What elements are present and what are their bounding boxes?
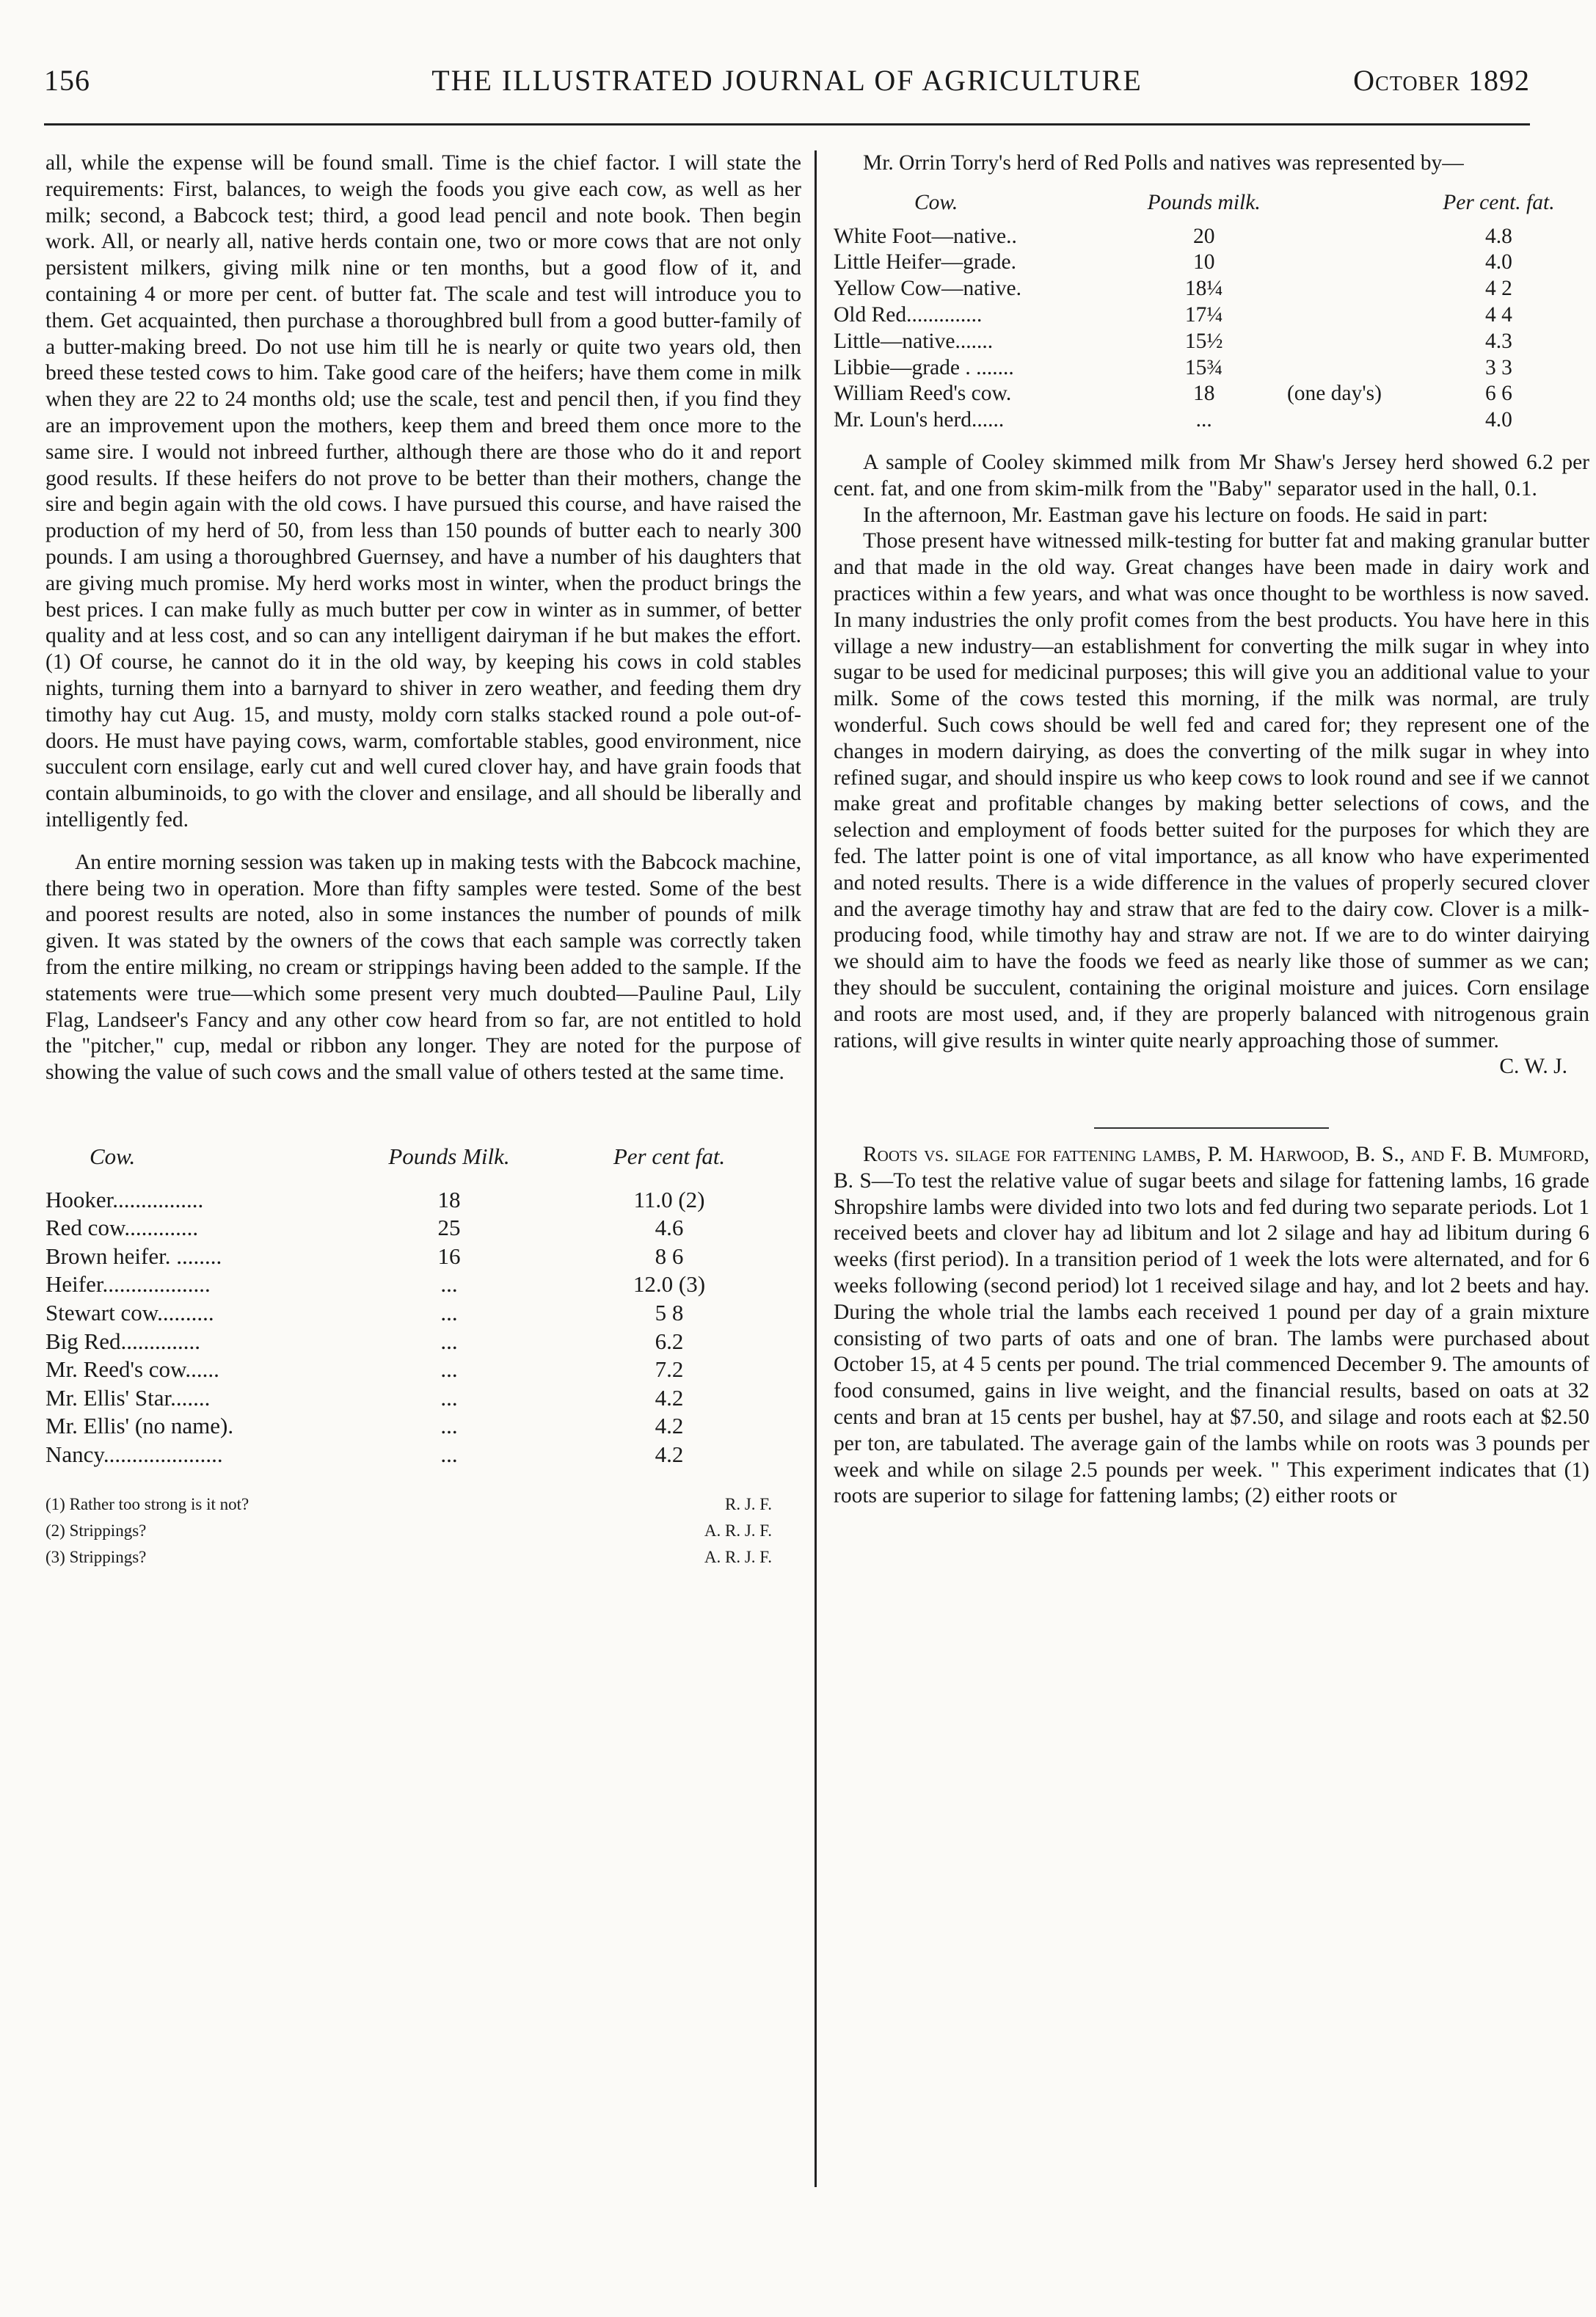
pounds-milk: 15½ (1184, 329, 1223, 353)
issue-date: October 1892 (1353, 64, 1530, 97)
fat-percent: 4.2 (655, 1413, 684, 1439)
babcock-test-table (45, 1143, 779, 1469)
right-column (834, 150, 1589, 1510)
pounds-milk: ... (440, 1271, 458, 1298)
pounds-milk: ... (440, 1356, 458, 1383)
pounds-milk: ... (440, 1441, 458, 1468)
table-row (45, 1243, 779, 1271)
table-row (45, 1214, 779, 1243)
article-body: —To test the relative value of sugar beets and silage for fattening lambs, 16 grade Shropshire lambs were divided into two lots and fed during two separate periods. Lot 1 received beets and clover hay ad libitum and lot 2 silage and hay ad libitum during 6 weeks (first period). In a transition period of 1 week the lots were alternated, and for 6 weeks following (second period) lot 1 received silage and hay, and lot 2 beets and hay. During the whole trial the lambs each received 1 pound per day of a grain mixture consisting of two parts of oats and one of bran. The lambs were purchased about October 15, at 4 5 cents per pound. The trial commenced December 9. The amounts of food consumed, gains in live weight, and the financial results, based on oats at 32 cents and bran at 15 cents per bushel, hay at $7.50, and silage and roots each at $2.50 per ton, are tabulated. The average gain of the lambs while on roots was 3 pounds per week and while on silage 2.5 pounds per week. " This experiment indicates that (1) roots are superior to silage for fattening lambs; (2) either roots or (834, 1168, 1589, 1508)
cow-name: Little—native....... (834, 329, 994, 353)
fat-percent: 11.0 (2) (633, 1186, 705, 1212)
table-row (45, 1384, 779, 1413)
roots-vs-silage-article (834, 1142, 1589, 1510)
footnote-initials: A. R. J. F. (704, 1521, 772, 1540)
cow-name: Mr. Ellis' Star....... (45, 1384, 211, 1411)
cow-name: Libbie—grade . ....... (834, 355, 1014, 379)
article-heading: Roots vs. silage for fattening lambs, P. M. Harwood, B. S., and F. B. Mumford, B. S (834, 1143, 1589, 1193)
remark (1287, 250, 1408, 276)
table-row (45, 1412, 779, 1441)
right-paragraph-afternoon: In the afternoon, Mr. Eastman gave his lecture on foods. He said in part: (863, 503, 1488, 527)
page-number: 156 (44, 64, 90, 97)
remark: (one day's) (1286, 382, 1382, 406)
pounds-milk: 18 (1192, 382, 1215, 406)
fat-percent: 4.0 (1484, 250, 1512, 274)
pounds-milk: ... (440, 1328, 458, 1354)
cow-name: Stewart cow.......... (45, 1300, 214, 1326)
cow-name: Mr. Reed's cow...... (45, 1356, 219, 1383)
pounds-milk: 16 (437, 1243, 461, 1269)
pounds-milk: 25 (437, 1215, 461, 1241)
col-header-cow: Cow. (90, 1143, 136, 1169)
cow-name: Mr. Ellis' (no name). (45, 1413, 234, 1439)
footnote-text: (3) Strippings? (45, 1547, 147, 1566)
left-paragraph-1: all, while the expense will be found small. Time is the chief factor. I will state the requirements: First, balances, to weigh the foods you give each cow, as well as her milk; second, a Babcock test; third, a good lead pencil and note book. Then begin work. All, or nearly all, native herds contain one, two or more cows that are not only persistent milkers, giving milk nine or ten months, but a good flow of it, and containing 4 or more per cent. of butter fat. The scale and test will introduce you to them. Get acquainted, then purchase a thoroughbred bull from a good butter-family of a butter-making breed. Do not use him till he is nearly or quite two years old, then breed these tested cows to him. Take good care of the heifers; have them come in milk when they are 22 to 24 months old; use the scale, test and pencil then, if you find they are an improvement upon the mothers, keep them and breed them once more to the same sire. I would not inbreed further, although there are those who do it and report good results. If these heifers do not prove to be better than their mothers, change the sire and begin again with the old cows. I have pursued this course, and have raised the production of my herd of 50, from less than 150 pounds of butter each to nearly 300 pounds. I am using a thoroughbred Guernsey, and have a number of his daughters that are giving much promise. My herd works most in winter, when the product brings the best prices. I can make fully as much butter per cow in winter as in summer, of better quality and at less cost, and so can any intelligent dairyman if he but makes the effort. (1) Of course, he cannot do it in the old way, by keeping his cows in cold stables nights, turning them into a barnyard to shiver in zero weather, and feeding them dry timothy hay cut Aug. 15, and musty, moldy corn stalks stacked round a pole out-of-doors. He must have paying cows, warm, comfortable stables, good environment, nice succulent corn ensilage, early cut and well cured clover hay, and have grain foods that contain albuminoids, to go with the clover and ensilage, and all should be liberally and intelligently fed. (45, 151, 801, 832)
fat-percent: 4 4 (1484, 302, 1512, 327)
cow-name: Yellow Cow—native. (834, 277, 1021, 301)
fat-percent: 4.3 (1484, 329, 1512, 353)
table-row (45, 1441, 779, 1469)
col-header-cow: Cow. (914, 190, 958, 214)
cow-name: Heifer................... (45, 1271, 211, 1298)
cow-name: Hooker................ (45, 1186, 204, 1212)
cow-name: William Reed's cow. (834, 382, 1012, 406)
section-separator (1094, 1127, 1329, 1129)
table-row (45, 1356, 779, 1384)
remark (1287, 329, 1408, 355)
pounds-milk: 17¼ (1184, 302, 1223, 327)
left-paragraph-2: An entire morning session was taken up in making tests with the Babcock machine, there being two in operation. More than fifty samples were tested. Some of the best and poorest results are noted, also in some instances the number of pounds of milk given. It was stated by the owners of the cows that each sample was correctly taken from the entire milking, no cream or strippings having been added to the sample. If the statements were true—which some present very much doubted—Pauline Paul, Lily Flag, Landseer's Fancy and any other cow heard from so far, are not entitled to hold the "pitcher," cup, medal or ribbon any longer. They are noted for the purpose of showing the value of such cows and the small value of others tested at the same time. (45, 850, 801, 1085)
table-row (45, 1299, 779, 1328)
cow-name: White Foot—native.. (834, 224, 1017, 248)
table-row (834, 355, 1589, 382)
torry-herd-intro: Mr. Orrin Torry's herd of Red Polls and natives was represented by— (863, 151, 1464, 175)
table-row (45, 1186, 779, 1215)
cow-name: Nancy..................... (45, 1441, 223, 1468)
torry-herd-table (834, 187, 1589, 434)
fat-percent: 6.2 (655, 1328, 684, 1354)
footnote-text: (2) Strippings? (45, 1521, 147, 1540)
pounds-milk: 10 (1192, 250, 1215, 274)
fat-percent: 4.6 (655, 1215, 684, 1241)
pounds-milk: ... (1195, 408, 1212, 432)
table-header-row (834, 187, 1589, 224)
footnote (45, 1491, 801, 1518)
fat-percent: 4.2 (655, 1441, 684, 1468)
footnote-text: (1) Rather too strong is it not? (45, 1494, 249, 1513)
left-column (45, 150, 801, 1571)
fat-percent: 5 8 (655, 1300, 684, 1326)
fat-percent: 4.0 (1484, 408, 1512, 432)
col-header-fat: Per cent. fat. (1443, 190, 1555, 214)
header-rule (44, 123, 1530, 126)
table-row (834, 302, 1589, 329)
fat-percent: 8 6 (655, 1243, 684, 1269)
footnote (45, 1544, 801, 1571)
table-row (834, 407, 1589, 434)
table-row (834, 329, 1589, 355)
running-header (44, 63, 1530, 107)
signature: C. W. J. (1499, 1055, 1567, 1079)
footnotes (45, 1491, 801, 1571)
table-row (834, 381, 1589, 407)
table-row (45, 1270, 779, 1299)
table-row (45, 1328, 779, 1356)
table-row (834, 276, 1589, 302)
footnote-initials: A. R. J. F. (704, 1547, 772, 1566)
pounds-milk: 18 (437, 1186, 461, 1212)
footnote (45, 1518, 801, 1544)
remark (1287, 276, 1408, 302)
fat-percent: 3 3 (1484, 355, 1512, 379)
fat-percent: 7.2 (655, 1356, 684, 1383)
table-row (834, 224, 1589, 250)
pounds-milk: 18¼ (1184, 277, 1223, 301)
pounds-milk: 20 (1192, 224, 1215, 248)
right-paragraph-lecture: Those present have witnessed milk-testing for butter fat and making granular butter and that made in the old way. Great changes have been made in dairy work and practices within a few years, and what was once thought to be worthless is now saved. In many industries the only profit comes from the best products. You have here in this village a new industry—an establishment for converting the milk sugar in whey into sugar to be used for medicinal purposes; this will give you an additional value to your milk. Some of the cows tested this morning, if the milk was normal, are truly wonderful. Such cows should be well fed and cared for; they represent one of the changes in modern dairying, as does the converting of the milk sugar in whey into refined sugar, and should inspire us who keep cows to look round and see if we cannot make great and profitable changes by making better selections of cows, and the selection and employment of foods better suited for the purposes for which they are fed. The latter point is one of vital importance, as all know who have experimented and noted results. There is a wide difference in the values of properly secured clover and the average timothy hay and straw that are fed to the dairy cow. Clover is a milk-producing food, while timothy hay and straw are not. If we are to do winter dairying we should aim to have the foods we feed as nearly like those of summer as we can; they should be succulent, containing the original moisture and juices. Corn ensilage and roots are most used, and, if they are properly balanced with nitrogenous grain rations, will give results in winter quite nearly approaching those of summer. (834, 529, 1589, 1052)
cow-name: Red cow............. (45, 1215, 199, 1241)
pounds-milk: ... (440, 1384, 458, 1411)
fat-percent: 4 2 (1484, 277, 1512, 301)
pounds-milk: ... (440, 1413, 458, 1439)
pounds-milk: 15¾ (1184, 355, 1223, 379)
fat-percent: 12.0 (3) (633, 1271, 706, 1298)
pounds-milk: ... (440, 1300, 458, 1326)
fat-percent: 4.2 (655, 1384, 684, 1411)
remark (1287, 407, 1408, 434)
remark (1287, 224, 1408, 250)
remark (1287, 302, 1408, 329)
col-header-pounds: Pounds milk. (1147, 190, 1261, 214)
column-divider (815, 150, 817, 2187)
cow-name: Brown heifer. ........ (45, 1243, 222, 1269)
fat-percent: 4.8 (1484, 224, 1512, 248)
right-paragraph-skim: A sample of Cooley skimmed milk from Mr Shaw's Jersey herd showed 6.2 per cent. fat, and one from skim-milk from the "Baby" separator used in the hall, 0.1. (834, 450, 1589, 501)
col-header-pounds: Pounds Milk. (388, 1143, 510, 1169)
journal-title: THE ILLUSTRATED JOURNAL OF AGRICULTURE (431, 64, 1143, 97)
remark (1287, 355, 1408, 382)
footnote-initials: R. J. F. (725, 1494, 772, 1513)
cow-name: Little Heifer—grade. (834, 250, 1016, 274)
table-header-row (45, 1143, 779, 1186)
cow-name: Mr. Loun's herd...... (834, 408, 1005, 432)
cow-name: Old Red.............. (834, 302, 983, 327)
table-row (834, 250, 1589, 276)
col-header-fat: Per cent fat. (613, 1143, 726, 1169)
cow-name: Big Red.............. (45, 1328, 200, 1354)
fat-percent: 6 6 (1484, 382, 1512, 406)
